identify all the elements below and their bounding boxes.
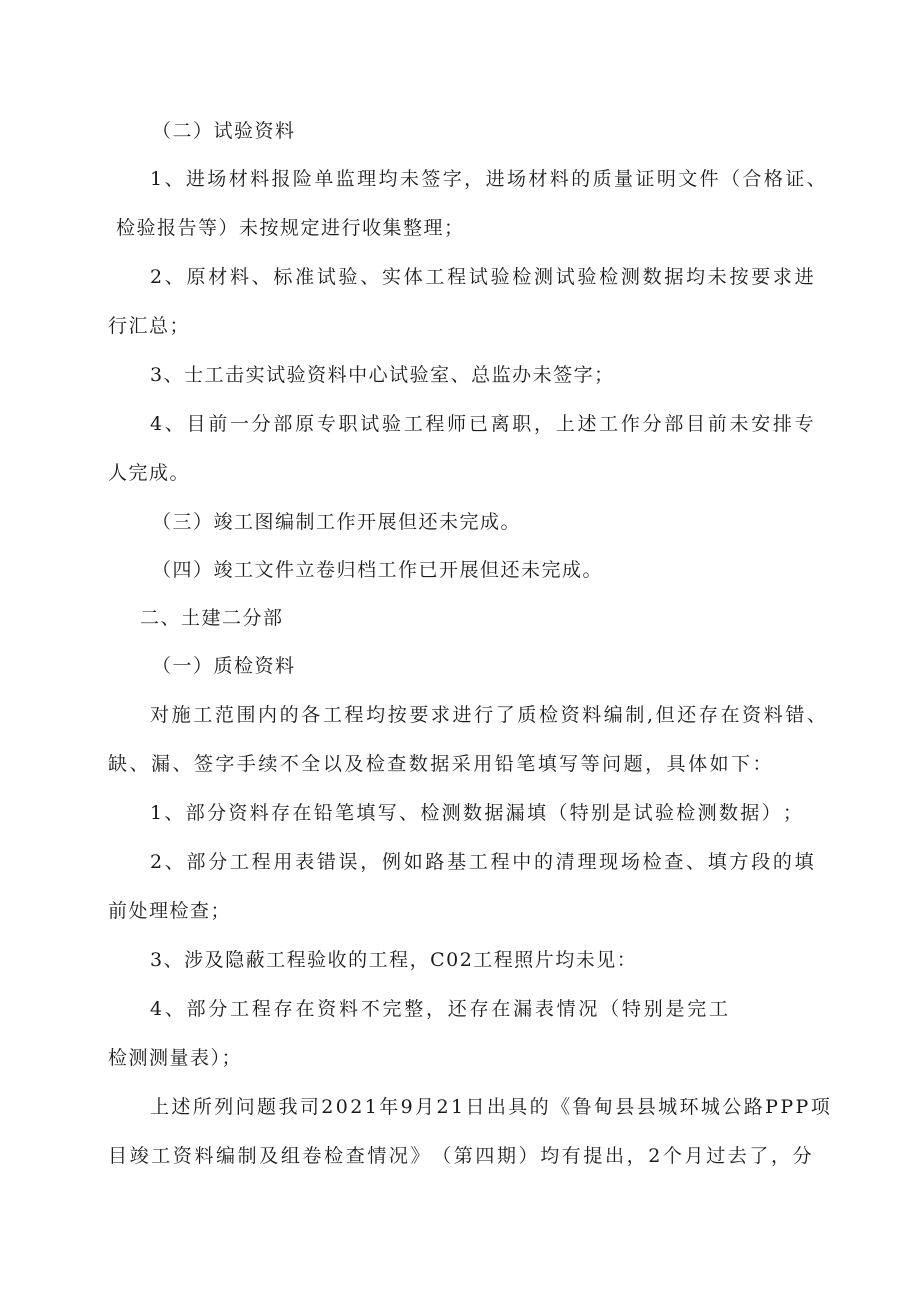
paragraph-line: 人完成。 <box>108 462 191 484</box>
paragraph-line: 缺 、 漏 、 签 字 手 续 不 全 以 及 检 查 数 据 采 用 铅 笔 填 写 等 问 题 ， 具 体 如 下 ： <box>108 753 772 775</box>
paragraph-line: 3、涉及隐蔽工程验收的工程，C02工程照片均未见： <box>150 949 638 971</box>
paragraph-line: 检验报告等）未按规定进行收集整理； <box>116 217 465 239</box>
paragraph-line: 目 竣 工 资 料 编 制 及 组 卷 检 查 情 况 》 （ 第 四 期 ） 均 有 提 出 ， 2 个 月 过 去 了 ， 分 <box>108 1145 812 1167</box>
paragraph-line: 1 、 部 分 资 料 存 在 铅 笔 填 写 、 检 测 数 据 漏 填 （ 特 别 是 试 验 检 测 数 据 ） ； <box>150 802 802 824</box>
paragraph-line: 前处理检查； <box>108 900 232 922</box>
paragraph-line: 4 、 目 前 一 分 部 原 专 职 试 验 工 程 师 已 离 职 ， 上 述 工 作 分 部 目 前 未 安 排 专 <box>150 413 814 435</box>
paragraph-line: 2 、 原 材 料 、 标 准 试 验 、 实 体 工 程 试 验 检 测 试 验 检 测 数 据 均 未 按 要 求 进 <box>150 266 814 288</box>
paragraph-line: 3、士工击实试验资料中心试验室、总监办未签字； <box>150 364 615 386</box>
section-heading-test-materials: （二）试验资料 <box>152 120 296 142</box>
section-heading-archiving: （四）竣工文件立卷归档工作已开展但还未完成。 <box>152 559 604 581</box>
paragraph-line: 4 、 部 分 工 程 存 在 资 料 不 完 整 ， 还 存 在 漏 表 情 况 （ 特 别 是 完 工 <box>150 998 728 1020</box>
paragraph-line: 1 、 进 场 材 料 报 险 单 监 理 均 未 签 字 ， 进 场 材 料 的 质 量 证 明 文 件 （ 合 格 证 、 <box>150 168 826 190</box>
paragraph-line: 检测测量表）； <box>108 1047 243 1069</box>
paragraph-line: 对 施 工 范 围 内 的 各 工 程 均 按 要 求 进 行 了 质 检 资 料 编 制 , 但 还 存 在 资 料 错 、 <box>150 704 826 726</box>
chapter-heading-civil-division-two: 二、土建二分部 <box>140 607 284 629</box>
section-heading-quality-inspection: （一）质检资料 <box>152 655 296 677</box>
paragraph-line: 行汇总； <box>108 315 191 337</box>
section-heading-completion-drawings: （三）竣工图编制工作开展但还未完成。 <box>152 511 522 533</box>
paragraph-line: 上 述 所 列 问 题 我 司 2 0 2 1 年 9 月 2 1 日 出 具 的 《 鲁 甸 县 县 城 环 城 公 路 P P P 项 <box>150 1096 830 1118</box>
paragraph-line: 2 、 部 分 工 程 用 表 错 误 ， 例 如 路 基 工 程 中 的 清 理 现 场 检 查 、 填 方 段 的 填 <box>150 851 814 873</box>
